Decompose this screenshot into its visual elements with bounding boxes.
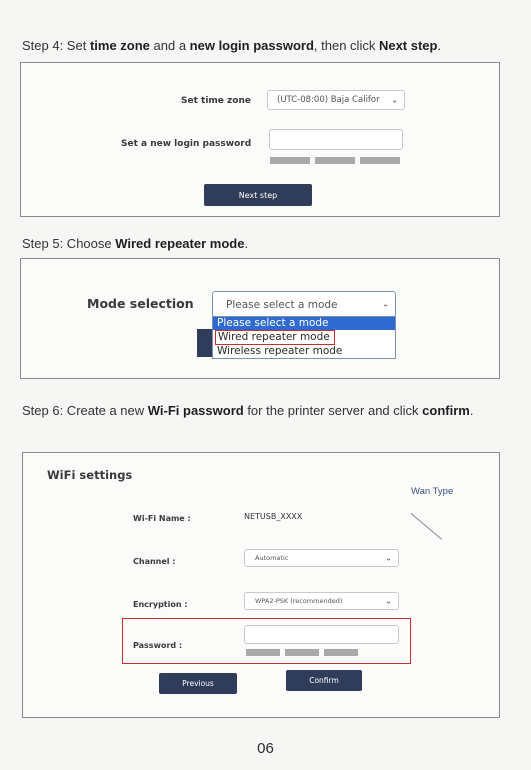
step6-text: for the printer server and click: [243, 403, 423, 418]
encryption-select[interactable]: [244, 592, 399, 610]
step6-instruction: [22, 403, 473, 418]
channel-value: Automatic: [255, 554, 289, 562]
step4-bold-next: Next step: [378, 38, 438, 53]
chevron-down-icon: ⌄: [382, 299, 389, 309]
strength-bar: [270, 157, 310, 164]
step4-instruction: [22, 38, 441, 53]
step6-panel: [22, 452, 500, 718]
previous-button[interactable]: Previous: [159, 673, 237, 694]
step5-bold-mode: Wired repeater mode: [115, 236, 245, 251]
encryption-label: Encryption :: [133, 600, 188, 609]
time-zone-select[interactable]: [267, 90, 405, 110]
step4-text: Step 4: Set: [22, 38, 90, 53]
confirm-button[interactable]: Confirm: [286, 670, 362, 691]
step4-text: .: [437, 38, 442, 53]
chevron-down-icon: ⌄: [385, 596, 392, 606]
channel-select[interactable]: [244, 549, 399, 567]
password-strength-meter: [270, 157, 400, 164]
strength-bar: [324, 649, 358, 656]
encryption-value: WPA2-PSK (recommended): [255, 597, 343, 605]
wifi-password-label: Password :: [133, 641, 183, 650]
login-password-label: Set a new login password: [121, 139, 252, 149]
mode-option-wired[interactable]: Wired repeater mode: [215, 330, 335, 345]
step4-text: , then click: [313, 38, 379, 53]
next-step-button[interactable]: Next step: [204, 184, 312, 206]
step6-bold-wifi-password: Wi-Fi password: [147, 403, 244, 418]
wifi-password-input[interactable]: [244, 625, 399, 644]
time-zone-label: Set time zone: [181, 96, 251, 106]
step6-text: .: [469, 403, 474, 418]
step4-bold-password: new login password: [189, 38, 314, 53]
strength-bar: [315, 157, 355, 164]
step4-text: and a: [149, 38, 190, 53]
strength-bar: [285, 649, 319, 656]
mode-dropdown-list[interactable]: [212, 316, 396, 359]
step5-text: Step 5: Choose: [22, 236, 116, 251]
step6-bold-confirm: confirm: [422, 403, 470, 418]
mode-selection-label: Mode selection: [87, 296, 194, 311]
login-password-input[interactable]: [269, 129, 403, 150]
step4-panel: [20, 62, 500, 217]
channel-label: Channel :: [133, 557, 176, 566]
mode-select-value: Please select a mode: [226, 299, 338, 311]
step6-text: Step 6: Create a new: [22, 403, 148, 418]
wifi-password-strength-meter: [246, 649, 358, 656]
page-number: 06: [257, 740, 274, 757]
mode-option[interactable]: Please select a mode: [213, 317, 395, 330]
step5-text: .: [244, 236, 249, 251]
time-zone-value: (UTC-08:00) Baja Califor: [277, 95, 380, 105]
strength-bar: [360, 157, 400, 164]
wifi-name-label: Wi-Fi Name :: [133, 514, 191, 523]
decorative-line: [411, 513, 442, 539]
mode-select[interactable]: [212, 291, 396, 317]
wifi-settings-title: WiFi settings: [47, 468, 133, 482]
step5-instruction: [22, 236, 248, 251]
step4-bold-time-zone: time zone: [89, 38, 150, 53]
chevron-down-icon: ⌄: [391, 95, 398, 105]
wifi-name-value: NETUSB_XXXX: [244, 512, 303, 521]
wan-type-link[interactable]: Wan Type: [411, 486, 454, 497]
chevron-down-icon: ⌄: [385, 553, 392, 563]
mode-option[interactable]: Wireless repeater mode: [217, 345, 343, 357]
hidden-button: [197, 329, 213, 357]
strength-bar: [246, 649, 280, 656]
